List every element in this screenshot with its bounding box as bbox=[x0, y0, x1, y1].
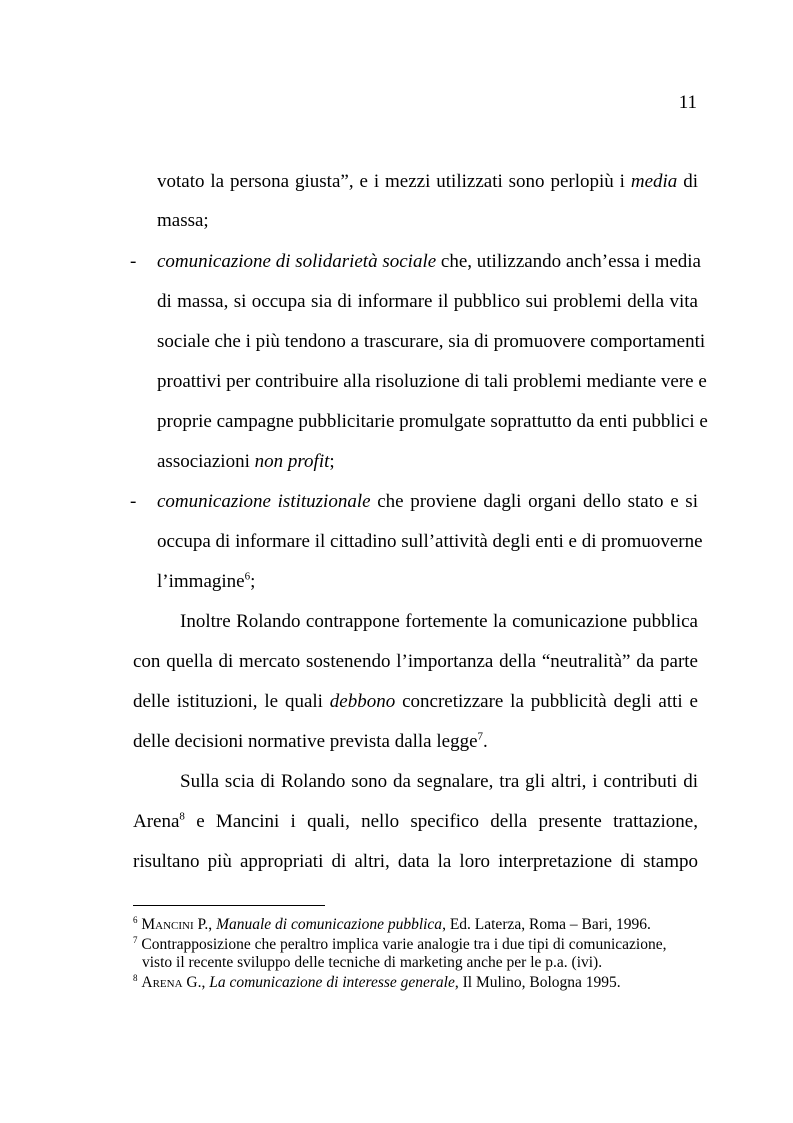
item3-line-3: l’immagine$^6$; bbox=[157, 570, 256, 592]
para2-line-2: Arena$^8$ e Mancini i quali, nello specifico della presente trattazione, bbox=[133, 810, 698, 832]
para1-line-1: Inoltre Rolando contrappone fortemente la comunicazione pubblica bbox=[180, 611, 698, 632]
item1-line-2: massa; bbox=[157, 210, 209, 231]
page-number: 11 bbox=[678, 92, 697, 113]
para1-line-4: delle decisioni normative prevista dalla legge$^7$. bbox=[133, 730, 488, 752]
list-bullet-dash: - bbox=[130, 251, 137, 272]
footnote-7-line-1: $^7$ Contrapposizione che peraltro implica varie analogie tra i due tipi di comunicazione, bbox=[133, 934, 667, 953]
footnote-7-line-2: visto il recente sviluppo delle tecniche di marketing anche per le p.a. (ivi). bbox=[142, 954, 603, 971]
item2-line-4: proattivi per contribuire alla risoluzione di tali problemi mediante vere e bbox=[157, 371, 707, 392]
footnote-8: $^8$ Arena G., La comunicazione di interesse generale, Il Mulino, Bologna 1995. bbox=[133, 972, 621, 991]
para2-line-1: Sulla scia di Rolando sono da segnalare, tra gli altri, i contributi di bbox=[180, 771, 698, 792]
item2-line-3: sociale che i più tendono a trascurare, sia di promuovere comportamenti bbox=[157, 331, 706, 352]
item1-line-1: votato la persona giusta”, e i mezzi utilizzati sono perlopiù i media di bbox=[157, 171, 698, 192]
item3-line-1: comunicazione istituzionale che proviene dagli organi dello stato e si bbox=[157, 491, 698, 512]
item2-line-2: di massa, si occupa sia di informare il pubblico sui problemi della vita bbox=[157, 291, 698, 312]
para2-line-3: risultano più appropriati di altri, data la loro interpretazione di stampo bbox=[133, 851, 698, 872]
item2-line-5: proprie campagne pubblicitarie promulgate soprattutto da enti pubblici e bbox=[157, 411, 708, 432]
para1-line-3: delle istituzioni, le quali debbono concretizzare la pubblicità degli atti e bbox=[133, 691, 698, 712]
item2-line-6: associazioni non profit; bbox=[157, 451, 335, 472]
item3-line-2: occupa di informare il cittadino sull’attività degli enti e di promuoverne bbox=[157, 531, 703, 552]
item2-line-1: comunicazione di solidarietà sociale che, utilizzando anch’essa i media bbox=[157, 251, 701, 272]
footnote-6: $^6$ Mancini P., Manuale di comunicazione pubblica, Ed. Laterza, Roma – Bari, 1996. bbox=[133, 914, 651, 933]
para1-line-2: con quella di mercato sostenendo l’importanza della “neutralità” da parte bbox=[133, 651, 698, 672]
list-bullet-dash: - bbox=[130, 491, 137, 512]
footnote-separator bbox=[133, 905, 325, 906]
